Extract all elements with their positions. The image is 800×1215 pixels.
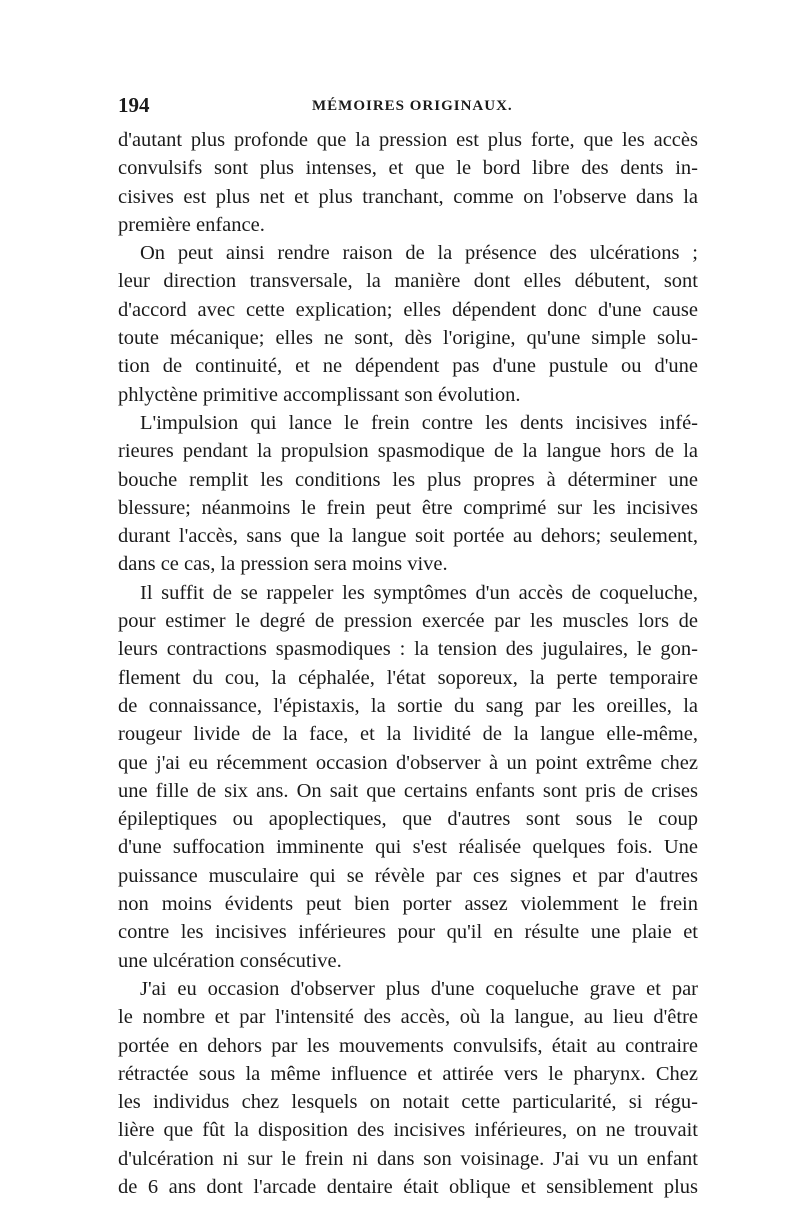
text-line: portée en dehors par les mouvements convulsifs, était au contraire	[118, 1034, 698, 1057]
text-line: durant l'accès, sans que la langue soit portée au dehors; seulement,	[118, 525, 698, 548]
text-line: cisives est plus net et plus tranchant, comme on l'observe dans la	[118, 185, 698, 208]
text-line: phlyctène primitive accomplissant son évolution.	[118, 383, 521, 406]
text-line: une ulcération consécutive.	[118, 949, 342, 972]
text-line: que j'ai eu récemment occasion d'observer à un point extrême chez	[118, 751, 698, 774]
text-line: toute mécanique; elles ne sont, dès l'origine, qu'une simple solu-	[118, 327, 698, 350]
text-line: convulsifs sont plus intenses, et que le bord libre des dents in-	[118, 157, 698, 180]
text-line: pour estimer le degré de pression exercée par les muscles lors de	[118, 610, 698, 633]
body-text	[118, 126, 698, 1201]
text-line: rougeur livide de la face, et la lividité de la langue elle-même,	[118, 723, 698, 746]
text-line: de 6 ans dont l'arcade dentaire était oblique et sensiblement plus	[118, 1175, 698, 1198]
text-line: contre les incisives inférieures pour qu'il en résulte une plaie et	[118, 921, 698, 944]
text-line: tion de continuité, et ne dépendent pas d'une pustule ou d'une	[118, 355, 698, 378]
text-line: bouche remplit les conditions les plus propres à déterminer une	[118, 468, 698, 491]
text-line: le nombre et par l'intensité des accès, où la langue, au lieu d'être	[118, 1006, 698, 1029]
text-line: leur direction transversale, la manière dont elles débutent, sont	[118, 270, 698, 293]
text-line: dans ce cas, la pression sera moins vive.	[118, 553, 448, 576]
text-line: L'impulsion qui lance le frein contre les dents incisives infé-	[140, 411, 698, 434]
text-line: On peut ainsi rendre raison de la présence des ulcérations ;	[140, 242, 698, 265]
text-line: blessure; néanmoins le frein peut être comprimé sur les incisives	[118, 496, 698, 519]
text-line: première enfance.	[118, 213, 265, 236]
running-title: MÉMOIRES ORIGINAUX.	[312, 98, 513, 114]
text-line: de connaissance, l'épistaxis, la sortie du sang par les oreilles, la	[118, 694, 698, 717]
text-line: d'autant plus profonde que la pression est plus forte, que les accès	[118, 129, 698, 151]
text-line: non moins évidents peut bien porter assez violemment le frein	[118, 893, 698, 916]
text-line: Il suffit de se rappeler les symptômes d'un accès de coqueluche,	[140, 581, 698, 604]
text-line: flement du cou, la céphalée, l'état soporeux, la perte temporaire	[118, 666, 698, 689]
text-line: d'accord avec cette explication; elles dépendent donc d'une cause	[118, 298, 698, 321]
running-head	[118, 92, 698, 118]
text-line: lière que fût la disposition des incisives inférieures, on ne trouvait	[118, 1119, 698, 1142]
text-line: d'une suffocation imminente qui s'est réalisée quelques fois. Une	[118, 836, 698, 859]
text-line: J'ai eu occasion d'observer plus d'une coqueluche grave et par	[140, 977, 698, 1000]
text-line: rieures pendant la propulsion spasmodique de la langue hors de la	[118, 440, 698, 463]
text-line: les individus chez lesquels on notait cette particularité, si régu-	[118, 1091, 698, 1114]
text-line: une fille de six ans. On sait que certains enfants sont pris de crises	[118, 779, 698, 802]
text-line: rétractée sous la même influence et attirée vers le pharynx. Chez	[118, 1062, 698, 1085]
page-number: 194	[118, 93, 150, 117]
text-line: puissance musculaire qui se révèle par ces signes et par d'autres	[118, 864, 698, 887]
text-line: épileptiques ou apoplectiques, que d'autres sont sous le coup	[118, 808, 698, 831]
text-line: leurs contractions spasmodiques : la tension des jugulaires, le gon-	[118, 638, 698, 661]
text-line: d'ulcération ni sur le frein ni dans son voisinage. J'ai vu un enfant	[118, 1147, 698, 1170]
